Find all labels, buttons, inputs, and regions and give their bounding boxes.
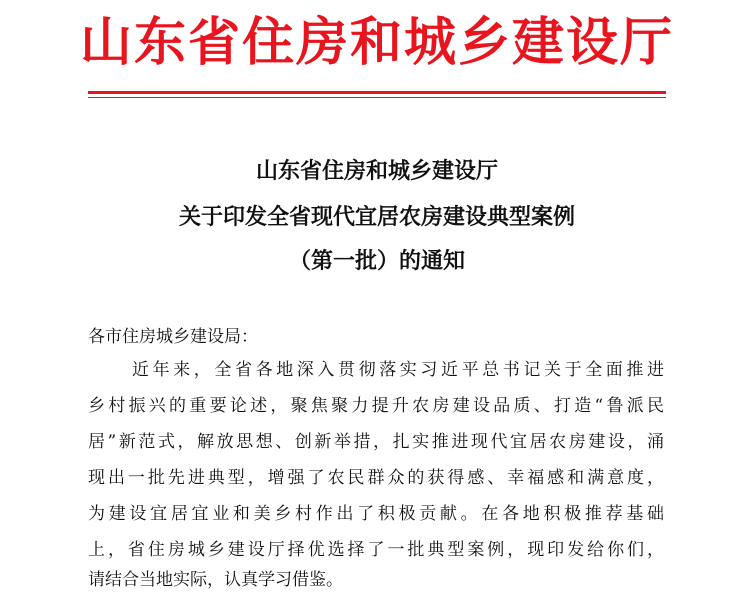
notice-title-line-3: （第一批）的通知 bbox=[288, 248, 465, 274]
body-line: 居”新范式，解放思想、创新举措，扎实推进现代宜居农房建设，涌 bbox=[88, 432, 664, 452]
salutation: 各市住房城乡建设局： bbox=[88, 327, 258, 347]
body-line: 请结合当地实际，认真学习借鉴。 bbox=[88, 570, 343, 590]
body-line: 上，省住房城乡建设厅择优选择了一批典型案例，现印发给你们， bbox=[88, 540, 664, 560]
body-line: 现出一批先进典型，增强了农民群众的获得感、幸福感和满意度， bbox=[88, 468, 664, 488]
body-line: 乡村振兴的重要论述，聚焦聚力提升农房建设品质、打造“鲁派民 bbox=[88, 396, 664, 416]
body-line: 近年来，全省各地深入贯彻落实习近平总书记关于全面推进 bbox=[132, 360, 664, 380]
letterhead-rule-thick bbox=[88, 91, 666, 94]
body-line: 为建设宜居宜业和美乡村作出了积极贡献。在各地积极推荐基础 bbox=[88, 504, 664, 524]
letterhead-rule-thin bbox=[88, 97, 666, 98]
letterhead-title: 山东省住房和城乡建设厅 bbox=[79, 12, 674, 73]
notice-title-line-2: 关于印发全省现代宜居农房建设典型案例 bbox=[178, 204, 575, 230]
notice-title-line-1: 山东省住房和城乡建设厅 bbox=[255, 158, 498, 184]
